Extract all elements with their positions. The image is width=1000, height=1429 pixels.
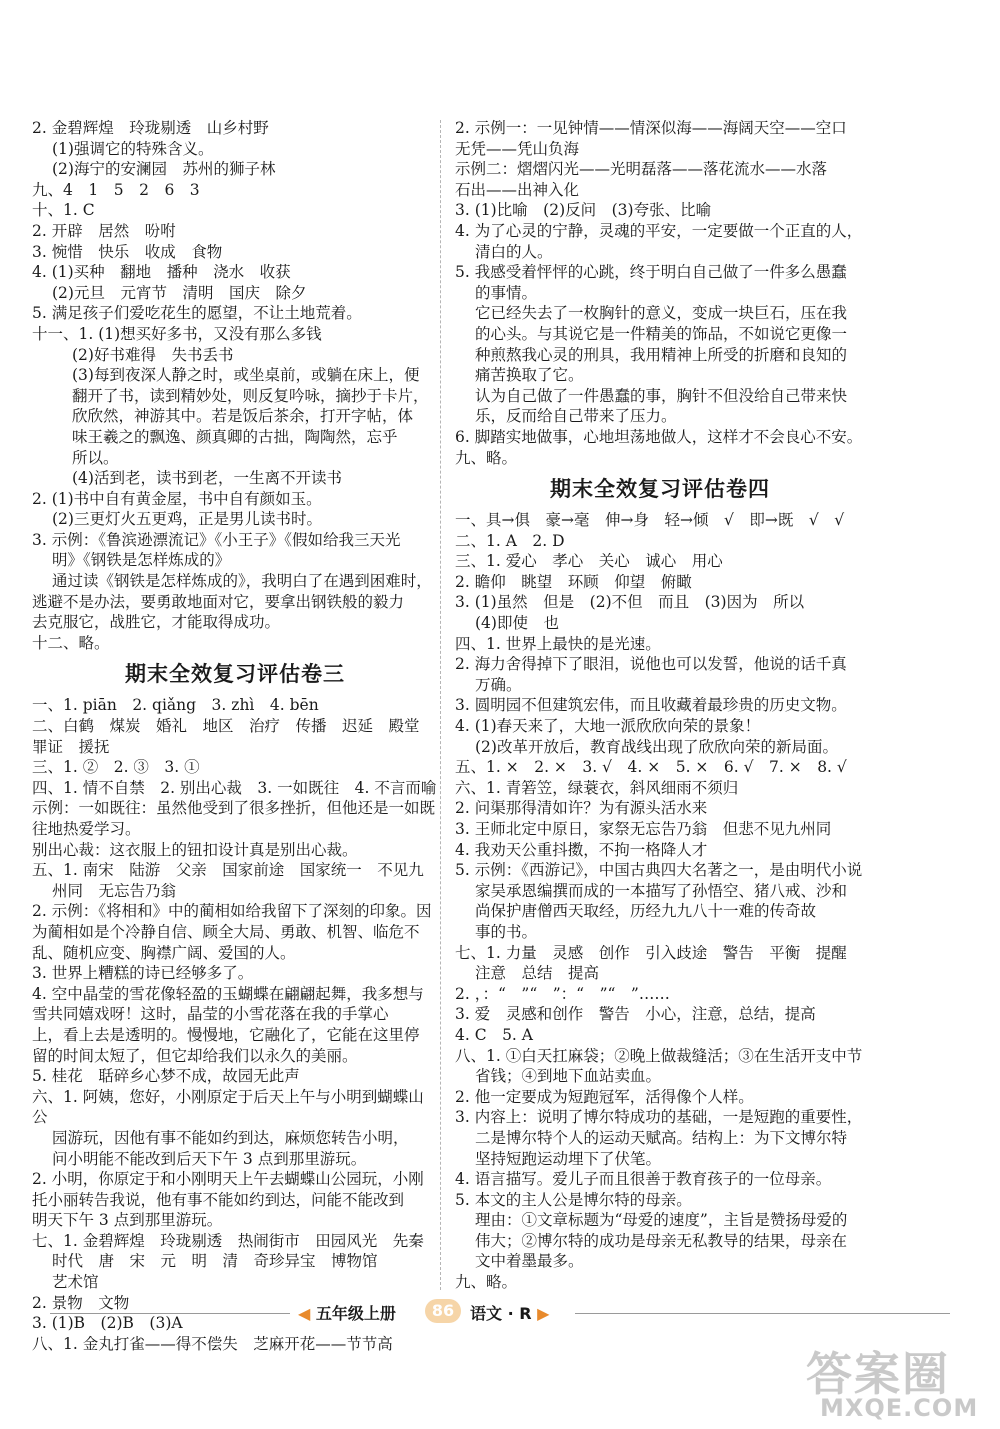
answer-line: 雪共同嬉戏呀！这时，晶莹的小雪花落在我的手掌心 <box>32 1005 389 1024</box>
answer-line: 清白的人。 <box>475 242 553 261</box>
footer-arrow-left-icon: ◀ <box>298 1304 311 1323</box>
footer-arrow-right-icon: ▶ <box>537 1304 550 1323</box>
answer-line: 3. 世界上糟糕的诗已经够多了。 <box>32 964 254 983</box>
answer-line: 二是博尔特个人的运动天赋高。结构上：为下文博尔特 <box>475 1128 848 1147</box>
answer-line: 六、1. 青箬笠，绿蓑衣，斜风细雨不须归 <box>455 778 739 797</box>
answer-line: 4. 空中晶莹的雪花像轻盈的玉蝴蝶在翩翩起舞，我多想与 <box>32 984 424 1003</box>
answer-line: 五、1. × 2. × 3. √ 4. × 5. × 6. √ 7. × 8. √ <box>455 758 847 777</box>
answer-line: 4. 我劝天公重抖擞，不拘一格降人才 <box>455 840 708 859</box>
answer-line: 4. C 5. A <box>455 1025 533 1044</box>
watermark-url: MXQE.COM <box>820 1394 979 1422</box>
answer-line: 一、1. piān 2. qiǎng 3. zhì 4. bēn <box>32 696 319 715</box>
left-answer-block-2 <box>32 695 438 1354</box>
answer-line: 一、具→俱 豪→毫 伸→身 轻→倾 √ 即→既 √ √ <box>455 511 845 530</box>
answer-line: (1)强调它的特殊含义。 <box>52 139 214 158</box>
answer-line: 4. (1)春天来了，大地一派欣欣向荣的景象！ <box>455 717 761 736</box>
answer-line: 七、1. 力量 灵感 创作 引入歧途 警告 平衡 提醒 <box>455 943 847 962</box>
answer-line: 州同 无忘告乃翁 <box>52 881 177 900</box>
footer-grade-label: 五年级上册 <box>315 1304 396 1323</box>
right-answer-block-1 <box>455 118 865 468</box>
answer-line: 石出——出神入化 <box>455 180 580 199</box>
answer-line: 3. 爱 灵感和创作 警告 小心，注意，总结，提高 <box>455 1005 816 1024</box>
answer-line: 欣欣然，神游其中。若是饭后茶余，打开字帖，体 <box>72 407 414 426</box>
answer-line: 九、略。 <box>455 448 518 467</box>
page-footer <box>50 1301 950 1327</box>
right-column <box>455 118 865 1293</box>
answer-line: 2. 金碧辉煌 玲珑剔透 山乡村野 <box>32 119 269 137</box>
answer-line: 示例：一如既往：虽然他受到了很多挫折，但他还是一如既 <box>32 799 436 818</box>
answer-line: 理由：①文章标题为“母爱的速度”，主旨是赞扬母爱的 <box>475 1211 848 1230</box>
answer-line: 二、白鹤 煤炭 婚礼 地区 治疗 传播 迟延 殿堂 <box>32 717 420 736</box>
answer-line: 留的时间太短了，但它却给我们以永久的美丽。 <box>32 1046 358 1065</box>
answer-line: 2. 景物 文物 <box>32 1293 130 1312</box>
answer-line: 5. 桂花 聒碎乡心梦不成，故园无此声 <box>32 1067 300 1086</box>
answer-line: 三、1. ② 2. ③ 3. ① <box>32 758 200 777</box>
answer-line: 2. (1)书中自有黄金屋，书中自有颜如玉。 <box>32 489 322 508</box>
answer-line: 明天下午 3 点到那里游玩。 <box>32 1211 223 1230</box>
answer-line: 园游玩，因他有事不能如约到达，麻烦您转告小明， <box>52 1128 409 1147</box>
answer-line: 5. 满足孩子们爱吃花生的愿望，不让土地荒着。 <box>32 304 362 323</box>
answer-line: 十一、1. (1)想买好多书，又没有那么多钱 <box>32 324 322 343</box>
answer-line: 3. (1)比喻 (2)反问 (3)夸张、比喻 <box>455 201 712 220</box>
answer-line: 五、1. 南宋 陆游 父亲 国家前途 国家统一 不见九 <box>32 861 424 880</box>
answer-line: 痛苦换取了它。 <box>475 366 584 385</box>
answer-line: 坚持短跑运动埋下了伏笔。 <box>475 1149 662 1168</box>
column-divider <box>440 120 441 1290</box>
footer-subject-label: 语文 · R <box>470 1304 532 1323</box>
answer-line: 3. 王师北定中原日，家祭无忘告乃翁 但悲不见九州同 <box>455 820 832 838</box>
answer-line: 七、1. 金碧辉煌 玲珑剔透 热闹街市 田园风光 先秦 <box>32 1231 424 1250</box>
answer-line: (3)每到夜深人静之时，或坐桌前，或躺在床上，便 <box>72 366 420 385</box>
answer-line: 2. 问渠那得清如许？为有源头活水来 <box>455 799 708 818</box>
answer-line: 明》《钢铁是怎样炼成的》 <box>52 551 231 570</box>
answer-line: 托小丽转告我说，他有事不能如约到达，问能不能改到 <box>32 1190 405 1209</box>
answer-line: 往地热爱学习。 <box>32 820 141 838</box>
page-number: 86 <box>425 1299 461 1323</box>
left-column <box>32 118 438 1354</box>
answer-line: 2. 开辟 居然 吩咐 <box>32 221 176 240</box>
answer-line: 5. 示例：《西游记》，中国古典四大名著之一，是由明代小说 <box>455 861 863 880</box>
answer-line: 3. (1)B (2)B (3)A <box>32 1314 183 1333</box>
answer-line: 2. 瞻仰 眺望 环顾 仰望 俯瞰 <box>455 572 692 591</box>
answer-line: 罪证 援抚 <box>32 737 110 756</box>
answer-line: 十、1. C <box>32 201 95 220</box>
answer-line: 尚保护唐僧西天取经，历经九九八十一难的传奇故 <box>475 902 817 921</box>
answer-line: 2. ，：“ ”“ ”：“ ”“ ”…… <box>455 984 670 1003</box>
answer-line: 八、1. ①白天扛麻袋；②晚上做裁缝活；③在生活开支中节 <box>455 1046 863 1065</box>
section-title-3: 期末全效复习评估卷三 <box>125 661 345 687</box>
answer-line: 乱、随机应变、胸襟广阔、爱国的人。 <box>32 943 296 962</box>
answer-line: 味王羲之的飘逸、颜真卿的古拙，陶陶然，忘乎 <box>72 427 398 446</box>
answer-line: 认为自己做了一件愚蠢的事，胸针不但没给自己带来快 <box>475 386 848 405</box>
answer-line: 无凭——凭山负海 <box>455 139 580 158</box>
answer-line: 种煎熬我心灵的刑具，我用精神上所受的折磨和良知的 <box>475 345 848 364</box>
answer-line: 二、1. A 2. D <box>455 531 565 550</box>
answer-line: 通过读《钢铁是怎样炼成的》，我明白了在遇到困难时， <box>52 572 432 591</box>
footer-grade <box>298 1301 396 1324</box>
answer-line: 去克服它，战胜它，才能取得成功。 <box>32 613 281 632</box>
answer-line: 上，看上去是透明的。慢慢地，它融化了，它能在这里停 <box>32 1025 420 1044</box>
answer-line: (2)三更灯火五更鸡，正是男儿读书时。 <box>52 510 322 529</box>
answer-line: 2. 示例：《将相和》中的蔺相如给我留下了深刻的印象。因 <box>32 902 432 921</box>
answer-line: 逃避不是办法，要勇敢地面对它，要拿出钢铁般的毅力 <box>32 592 405 611</box>
answer-line: 4. 语言描写。爱儿子而且很善于教育孩子的一位母亲。 <box>455 1170 832 1189</box>
answer-line: 文中着墨最多。 <box>475 1252 584 1271</box>
answer-line: 示例二：熠熠闪光——光明磊落——落花流水——水落 <box>455 160 828 179</box>
watermark-text: 答案圈 <box>806 1347 950 1401</box>
answer-line: 九、略。 <box>455 1273 518 1292</box>
section-title-4: 期末全效复习评估卷四 <box>550 476 770 502</box>
answer-line: 注意 总结 提高 <box>475 964 600 983</box>
answer-line: 别出心裁：这衣服上的钮扣设计真是别出心裁。 <box>32 840 358 859</box>
answer-line: 的事情。 <box>475 283 538 302</box>
answer-line: 3. 圆明园不但建筑宏伟，而且收藏着最珍贵的历史文物。 <box>455 696 847 715</box>
answer-line: (4)即使 也 <box>475 614 559 633</box>
answer-line: 四、1. 世界上最快的是光速。 <box>455 634 661 653</box>
answer-line: (2)海宁的安澜园 苏州的狮子林 <box>52 160 276 179</box>
answer-line: 省钱；④到地下血站卖血。 <box>475 1067 662 1086</box>
answer-line: 艺术馆 <box>52 1273 99 1292</box>
footer-subject <box>470 1301 549 1324</box>
answer-line: 四、1. 情不自禁 2. 别出心裁 3. 一如既往 4. 不言而喻 <box>32 778 437 797</box>
answer-line: 八、1. 金丸打雀——得不偿失 芝麻开花——节节高 <box>32 1334 393 1353</box>
answer-line: 2. 示例一：一见钟情——情深似海——海阔天空——空口 <box>455 119 847 137</box>
footer-rule-left <box>50 1313 290 1314</box>
answer-line: 3. (1)虽然 但是 (2)不但 而且 (3)因为 所以 <box>455 593 805 612</box>
answer-line: 2. 他一定要成为短跑冠军，活得像个人样。 <box>455 1087 754 1106</box>
answer-line: 家吴承恩编撰而成的一本描写了孙悟空、猪八戒、沙和 <box>475 881 848 900</box>
answer-line: 时代 唐 宋 元 明 清 奇珍异宝 博物馆 <box>52 1252 378 1271</box>
right-answer-block-2 <box>455 510 865 1293</box>
answer-line: 5. 我感受着怦怦的心跳，终于明白自己做了一件多么愚蠢 <box>455 263 847 282</box>
answer-line: 它已经失去了一枚胸针的意义，变成一块巨石，压在我 <box>475 304 848 323</box>
answer-line: 4. 为了心灵的宁静，灵魂的平安，一定要做一个正直的人， <box>455 221 863 240</box>
watermark-logo <box>800 1338 990 1426</box>
answer-line: 6. 脚踏实地做事，心地坦荡地做人，这样才不会良心不安。 <box>455 427 863 446</box>
answer-line: 伟大；②博尔特的成功是母亲无私教导的结果，母亲在 <box>475 1231 848 1250</box>
answer-line: 所以。 <box>72 448 119 467</box>
answer-line: 2. 小明，你原定于和小刚明天上午去蝴蝶山公园玩，小刚 <box>32 1170 424 1189</box>
answer-line: (2)改革开放后，教育战线出现了欣欣向荣的新局面。 <box>475 737 838 756</box>
answer-line: 六、1. 阿姨，您好，小刚原定于后天上午与小明到蝴蝶山公 <box>32 1087 424 1127</box>
answer-line: (2)好书难得 失书丢书 <box>72 345 234 364</box>
answer-line: 事的书。 <box>475 922 538 941</box>
answer-line: 万确。 <box>475 675 522 694</box>
answer-line: 乐，反而给自己带来了压力。 <box>475 407 677 426</box>
answer-line: 翻开了书，读到精妙处，则反复吟咏，摘抄于卡片， <box>72 386 429 405</box>
left-answer-block-1 <box>32 118 438 653</box>
answer-line: 3. 惋惜 快乐 收成 食物 <box>32 242 223 261</box>
answer-line: 5. 本文的主人公是博尔特的母亲。 <box>455 1190 692 1209</box>
answer-line: 4. (1)买种 翻地 播种 浇水 收获 <box>32 263 291 282</box>
answer-line: 3. 内容上：说明了博尔特成功的基础，一是短跑的重要性， <box>455 1108 863 1127</box>
answer-line: 为蔺相如是个冷静自信、顾全大局、勇敢、机智、临危不 <box>32 922 420 941</box>
answer-line: 九、4 1 5 2 6 3 <box>32 180 200 199</box>
answer-line: (2)元旦 元宵节 清明 国庆 除夕 <box>52 283 307 302</box>
answer-line: 十二、略。 <box>32 633 110 652</box>
answer-line: 的心头。与其说它是一件精美的饰品，不如说它更像一 <box>475 324 848 343</box>
footer-rule-right <box>575 1313 950 1314</box>
answer-line: 问小明能不能改到后天下午 3 点到那里游玩。 <box>52 1149 367 1168</box>
answer-line: 2. 海力舍得掉下了眼泪，说他也可以发誓，他说的话千真 <box>455 655 847 674</box>
answer-line: (4)活到老，读书到老，一生离不开读书 <box>72 469 342 488</box>
answer-line: 3. 示例：《鲁滨逊漂流记》《小王子》《假如给我三天光 <box>32 530 401 549</box>
answer-line: 三、1. 爱心 孝心 关心 诚心 用心 <box>455 552 723 571</box>
